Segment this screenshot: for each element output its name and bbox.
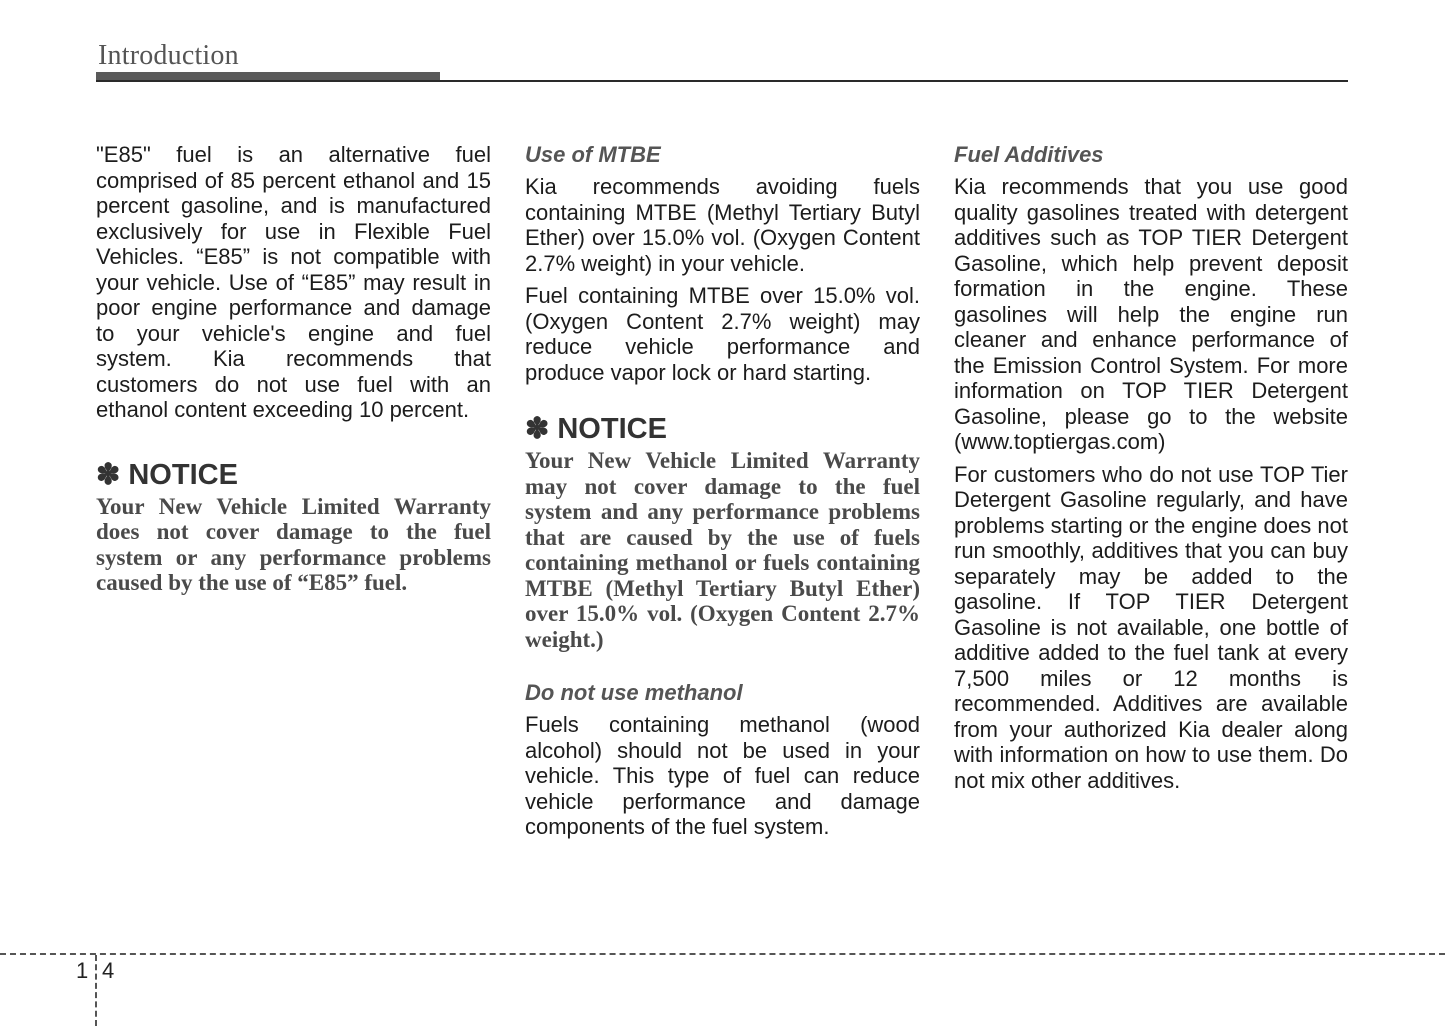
additives-heading: Fuel Additives xyxy=(954,142,1104,167)
page-number: 4 xyxy=(102,958,115,983)
e85-paragraph: "E85" fuel is an alternative fuel comprised of 85 percent ethanol and 15 percent gasoline, and is manufactured exclusively for use in Flexible Fuel Vehicles. “E85” is not compatible with your vehicle. Use of “E85” may result in poor engine performance and damage to your vehicle's engine and fuel system. Kia recommends that customers do not use fuel with an ethanol content exceeding 10 percent. xyxy=(96,142,491,422)
additives-paragraph-2: For customers who do not use TOP Tier Detergent Gasoline regularly, and have problems starting or the engine does not run smoothly, additives that you can buy separately may be added to the gasoline. If TOP TIER Detergent Gasoline is not available, one bottle of additive added to the fuel tank at every 7,500 miles or 12 months is recommended. Additives are available from your authorized Kia dealer along with information on how to use them. Do not mix other additives. xyxy=(954,461,1348,793)
column-middle xyxy=(525,142,920,847)
methanol-heading: Do not use methanol xyxy=(525,680,743,705)
notice-text-mtbe: Your New Vehicle Limited Warranty may not cover damage to the fuel system and any performance problems that are caused by the use of fuels containing methanol or fuels containing MTBE (Methyl Tertiary Butyl Ether) over 15.0% vol. (Oxygen Content 2.7% weight.) xyxy=(525,448,920,652)
notice-text-e85: Your New Vehicle Limited Warranty does not cover damage to the fuel system or any performance problems caused by the use of “E85” fuel. xyxy=(96,493,491,595)
footer-dashed-divider xyxy=(95,955,97,1026)
additives-paragraph-1: Kia recommends that you use good quality gasolines treated with detergent additives such as TOP TIER Detergent Gasoline, which help prevent deposit formation in the engine. These gasolines will help the engine run cleaner and enhance performance of the Emission Control System. For more information on TOP TIER Detergent Gasoline, please go to the website (www.toptiergas.com) xyxy=(954,174,1348,454)
chapter-number: 1 xyxy=(76,958,89,983)
column-right xyxy=(954,142,1348,800)
footer-dashed-rule xyxy=(0,953,1445,955)
mtbe-paragraph-1: Kia recommends avoiding fuels containing MTBE (Methyl Tertiary Butyl Ether) over 15.0% vol. (Oxygen Content 2.7% weight) in your vehicle. xyxy=(525,174,920,276)
mtbe-heading: Use of MTBE xyxy=(525,142,661,167)
notice-heading-e85: ✽ NOTICE xyxy=(96,458,238,491)
notice-heading-mtbe: ✽ NOTICE xyxy=(525,413,667,445)
methanol-paragraph: Fuels containing methanol (wood alcohol) should not be used in your vehicle. This type of fuel can reduce vehicle performance and damage components of the fuel system. xyxy=(525,712,920,839)
column-left xyxy=(96,142,491,596)
header-rule xyxy=(96,80,1348,82)
mtbe-paragraph-2: Fuel containing MTBE over 15.0% vol. (Oxygen Content 2.7% weight) may reduce vehicle performance and produce vapor lock or hard starting. xyxy=(525,283,920,385)
section-title: Introduction xyxy=(98,40,239,71)
